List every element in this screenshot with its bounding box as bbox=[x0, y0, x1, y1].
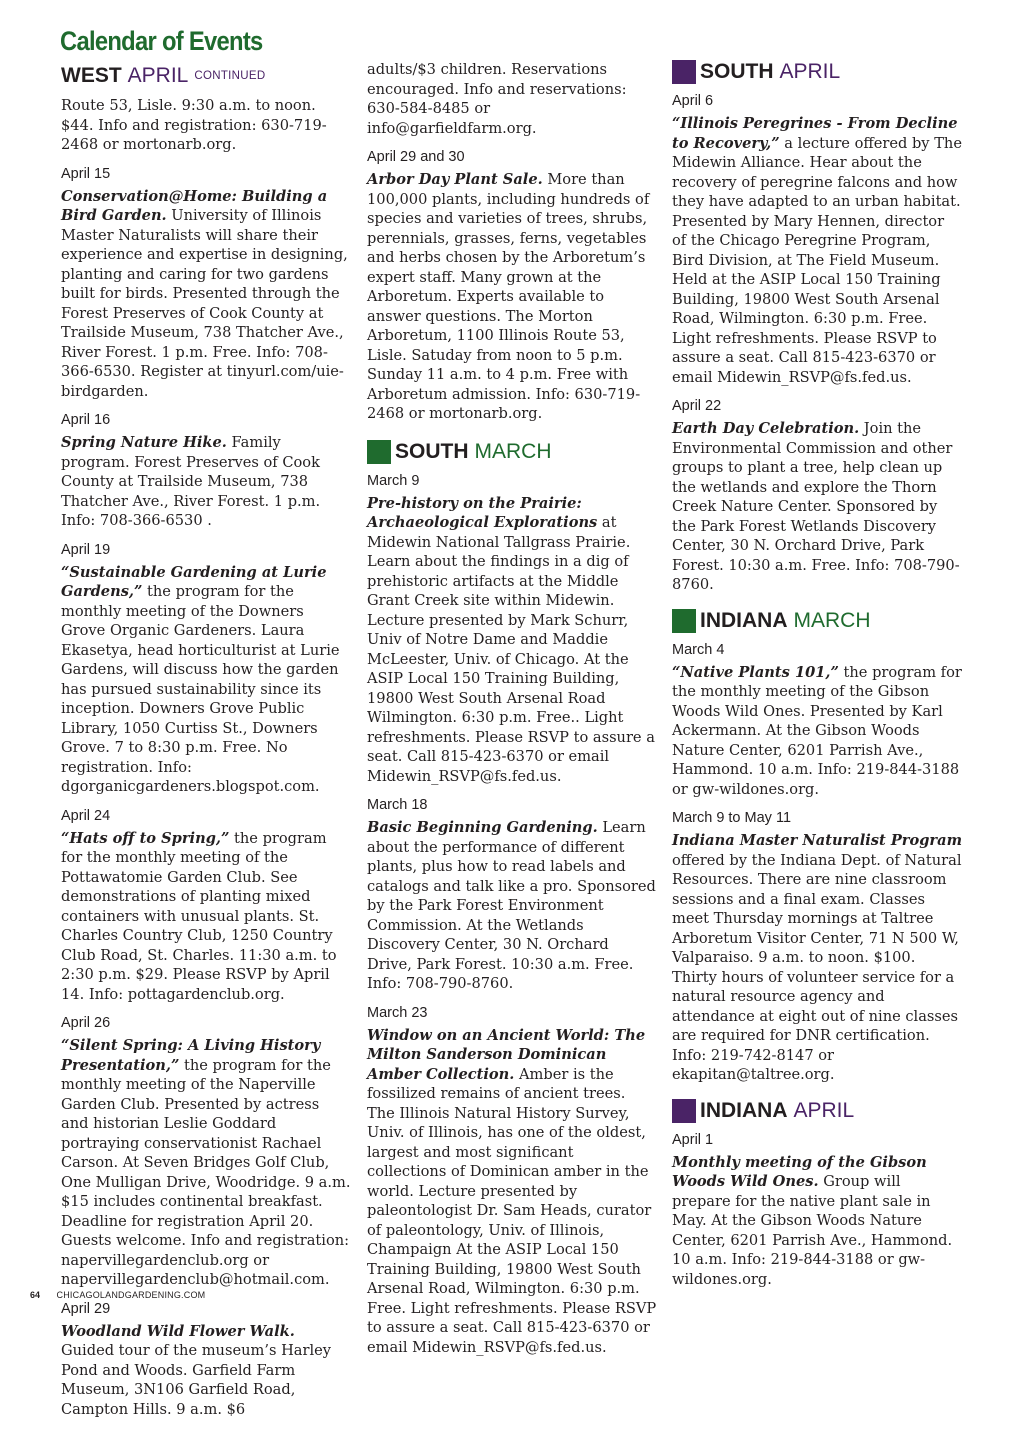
section-region: INDIANA bbox=[700, 608, 788, 632]
event-title: Conservation@Home: Building a Bird Garden. bbox=[61, 187, 328, 224]
event-date: March 4 bbox=[672, 641, 725, 658]
event-listing bbox=[672, 1131, 962, 1290]
column-1 bbox=[61, 62, 351, 1429]
event-date: April 24 bbox=[61, 807, 111, 824]
event-date: April 26 bbox=[61, 1015, 111, 1031]
section-square-icon bbox=[672, 609, 696, 633]
event-description: the program for the monthly meeting of the Gibson Woods Wild Ones. Presented by Karl Ackermann. At the Gibson Woods Nature Center, 6201 Parrish Ave., Hammond. 10 a.m. Info: 219-844-3188 or gw-wildones.org. bbox=[672, 663, 962, 798]
section-continued: CONTINUED bbox=[194, 70, 266, 82]
section-month: MARCH bbox=[793, 608, 871, 632]
event-listing bbox=[672, 92, 962, 387]
event-title: Pre-history on the Prairie: Archaeological Explorations bbox=[367, 494, 598, 531]
event-listing bbox=[672, 809, 962, 1085]
event-title: Earth Day Celebration. bbox=[672, 420, 860, 437]
section-region: SOUTH bbox=[700, 60, 774, 83]
event-date: April 29 and 30 bbox=[367, 149, 465, 165]
event-description: Guided tour of the museum’s Harley Pond and Woods. Garfield Farm Museum, 3N106 Garfield Road, Campton Hills. 9 a.m. $6 bbox=[61, 1342, 332, 1418]
event-description: the program for the monthly meeting of the Naperville Garden Club. Presented by actress and historian Leslie Goddard portraying conservationist Rachael Carson. At Seven Bridges Golf Club, One Mulligan Drive, Woodridge. 9 a.m. $15 includes continental breakfast. Deadline for registration April 20. Guests welcome. Info and registration: napervillegardenclub.org or napervillegardenclub@hotmail.com. bbox=[61, 1056, 351, 1288]
event-listing bbox=[367, 1004, 657, 1358]
event-title: “Hats off to Spring,” bbox=[61, 829, 230, 847]
column-3 bbox=[672, 58, 962, 1299]
section-region: SOUTH bbox=[395, 439, 469, 463]
event-date: April 1 bbox=[672, 1131, 714, 1148]
page-footer bbox=[30, 1290, 205, 1300]
section-heading-indiana-march bbox=[672, 607, 962, 635]
section-heading-indiana-april bbox=[672, 1097, 962, 1125]
event-title: Basic Beginning Gardening. bbox=[367, 819, 598, 836]
event-description: the program for the monthly meeting of the Pottawatomie Garden Club. See demonstrations of planting mixed containers with unusual plants. St. Charles Country Club, 1250 Country Club Road, St. Charles. 11:30 a.m. to 2:30 p.m. $29. Please RSVP by April 14. Info: pottagardenclub.org. bbox=[61, 829, 337, 1003]
event-listing bbox=[61, 1014, 351, 1290]
event-title: Monthly meeting of the Gibson Woods Wild Ones. bbox=[672, 1153, 927, 1190]
event-listing bbox=[61, 541, 351, 797]
event-description: Group will prepare for the native plant sale in May. At the Gibson Woods Nature Center, 6201 Parrish Ave., Hammond. 10 a.m. Info: 219-844-3188 or gw-wildones.org. bbox=[672, 1173, 953, 1288]
event-date: April 22 bbox=[672, 398, 722, 414]
section-region: WEST bbox=[61, 64, 122, 87]
continued-text: adults/$3 children. Reservations encouraged. Info and reservations: 630-584-8485 or info@garfieldfarm.org. bbox=[367, 61, 627, 137]
event-title: Woodland Wild Flower Walk. bbox=[61, 1322, 295, 1340]
event-date: March 23 bbox=[367, 1004, 428, 1021]
event-description: Family program. Forest Preserves of Cook County at Trailside Museum, 738 Thatcher Ave., River Forest. 1 p.m. Info: 708-366-6530 . bbox=[61, 434, 321, 529]
event-description: Learn about the performance of different plants, plus how to read labels and catalogs and talk like a pro. Sponsored by the Park Forest Environment Commission. At the Wetlands Discovery Center, 30 N. Orchard Drive, Park Forest. 10:30 a.m. Free. Info: 708-790-8760. bbox=[367, 819, 656, 992]
event-title: Arbor Day Plant Sale. bbox=[367, 171, 543, 188]
event-title: Spring Nature Hike. bbox=[61, 434, 227, 451]
event-title: “Sustainable Gardening at Lurie Gardens,” bbox=[61, 563, 327, 600]
event-title: “Native Plants 101,” bbox=[672, 663, 839, 681]
event-title: Window on an Ancient World: The Milton Sanderson Dominican Amber Collection. bbox=[367, 1026, 646, 1083]
event-date: March 9 bbox=[367, 472, 420, 489]
section-square-icon bbox=[367, 440, 391, 464]
event-date: March 9 to May 11 bbox=[672, 810, 792, 826]
event-description: a lecture offered by The Midewin Alliance. Hear about the recovery of peregrine falcons and how they have adapted to an urban habitat. Presented by Mary Hennen, director of the Chicago Peregrine Program, Bird Division, at The Field Museum. Held at the ASIP Local 150 Training Building, 19800 West South Arsenal Road, Wilmington. 6:30 p.m. Free. Light refreshments. Please RSVP to assure a seat. Call 815-423-6370 or email Midewin_RSVP@fs.fed.us. bbox=[672, 134, 962, 386]
event-description: Join the Environmental Commission and other groups to plant a tree, help clean up the wetlands and explore the Thorn Creek Nature Center. Sponsored by the Park Forest Wetlands Discovery Center, 30 N. Orchard Drive, Park Forest. 10:30 a.m. Free. Info: 708-790-8760. bbox=[672, 420, 960, 593]
section-square-icon bbox=[672, 1099, 696, 1123]
event-date: April 15 bbox=[61, 165, 111, 182]
event-title: Indiana Master Naturalist Program bbox=[672, 832, 963, 849]
event-description: at Midewin National Tallgrass Prairie. Learn about the findings in a dig of prehistoric artifacts at the Middle Grant Creek site within Midewin. Lecture presented by Mark Schurr, Univ of Notre Dame and Maddie McLeester, Univ. of Chicago. At the ASIP Local 150 Training Building, 19800 West South Arsenal Road Wilmington. 6:30 p.m. Free.. Light refreshments. Please RSVP to assure a seat. Call 815-423-6370 or email Midewin_RSVP@fs.fed.us. bbox=[367, 514, 655, 785]
event-date: April 19 bbox=[61, 541, 111, 558]
footer-site-link[interactable]: CHICAGOLANDGARDENING.COM bbox=[56, 1290, 206, 1300]
column-2 bbox=[367, 60, 657, 1367]
event-date: March 18 bbox=[367, 797, 428, 813]
event-description: Amber is the fossilized remains of ancient trees. The Illinois Natural History Survey, Univ. of Illinois, has one of the oldest, largest and most significant collections of Dominican amber in the world. Lecture presented by paleontologist Dr. Sam Heads, curator of paleontology, Univ. of Illinois, Champaign At the ASIP Local 150 Training Building, 19800 West South Arsenal Road, Wilmington. 6:30 p.m. Free. Light refreshments. Please RSVP to assure a seat. Call 815-423-6370 or email Midewin_RSVP@fs.fed.us. bbox=[367, 1065, 657, 1356]
section-month: MARCH bbox=[474, 439, 552, 463]
section-month: APRIL bbox=[779, 60, 841, 83]
event-listing bbox=[672, 641, 962, 800]
event-listing bbox=[367, 796, 657, 994]
event-description: offered by the Indiana Dept. of Natural Resources. There are nine classroom sessions and a final exam. Classes meet Thursday mornings at Taltree Arboretum Visitor Center, 71 N 500 W, Valparaiso. 9 a.m. to noon. $100. Thirty hours of volunteer service for a natural resource agency and attendance at eight out of nine classes are required for DNR certification. Info: 219-742-8147 or ekapitan@taltree.org. bbox=[672, 851, 962, 1083]
event-description: the program for the monthly meeting of the Downers Grove Organic Gardeners. Laura Ekasetya, head horticulturist at Lurie Gardens, will discuss how the garden has pursued sustainability since its inception. Downers Grove Public Library, 1050 Curtiss St., Downers Grove. 7 to 8:30 p.m. Free. No registration. Info: dgorganicgardeners.blogspot.com. bbox=[61, 583, 340, 795]
event-date: April 29 bbox=[61, 1300, 111, 1317]
page-number: 64 bbox=[30, 1290, 41, 1300]
event-date: April 16 bbox=[61, 412, 111, 428]
event-listing bbox=[61, 165, 351, 402]
section-square-icon bbox=[672, 60, 696, 84]
event-date: April 6 bbox=[672, 93, 714, 109]
event-listing bbox=[672, 397, 962, 595]
section-month: APRIL bbox=[127, 64, 189, 87]
continued-text: Route 53, Lisle. 9:30 a.m. to noon. $44. Info and registration: 630-719-2468 or mortonarb.org. bbox=[61, 97, 327, 153]
section-heading-south-march bbox=[367, 438, 657, 466]
section-heading-south-april bbox=[672, 58, 962, 86]
event-listing bbox=[367, 472, 657, 787]
event-listing bbox=[61, 411, 351, 531]
page-title: Calendar of Events bbox=[60, 26, 263, 56]
event-listing bbox=[61, 807, 351, 1005]
event-listing bbox=[61, 1300, 351, 1420]
event-title: “Illinois Peregrines - From Decline to Recovery,” bbox=[672, 115, 958, 152]
section-region: INDIANA bbox=[700, 1098, 788, 1122]
event-title: “Silent Spring: A Living History Presentation,” bbox=[61, 1037, 321, 1074]
event-listing bbox=[367, 148, 657, 424]
event-description: More than 100,000 plants, including hundreds of species and varieties of trees, shrubs, perennials, grasses, ferns, vegetables and herbs chosen by the Arboretum’s expert staff. Many grown at the Arboretum. Experts available to answer questions. The Morton Arboretum, 1100 Illinois Route 53, Lisle. Satuday from noon to 5 p.m. Sunday 11 a.m. to 4 p.m. Free with Arboretum admission. Info: 630-719-2468 or mortonarb.org. bbox=[367, 171, 650, 422]
event-description: University of Illinois Master Naturalists will share their experience and expertise in designing, planting and caring for two gardens built for birds. Presented through the Forest Preserves of Cook County at Trailside Museum, 738 Thatcher Ave., River Forest. 1 p.m. Free. Info: 708-366-6530. Register at tinyurl.com/uie-birdgarden. bbox=[61, 207, 348, 400]
section-heading-west-april bbox=[61, 62, 351, 90]
section-month: APRIL bbox=[793, 1098, 855, 1122]
